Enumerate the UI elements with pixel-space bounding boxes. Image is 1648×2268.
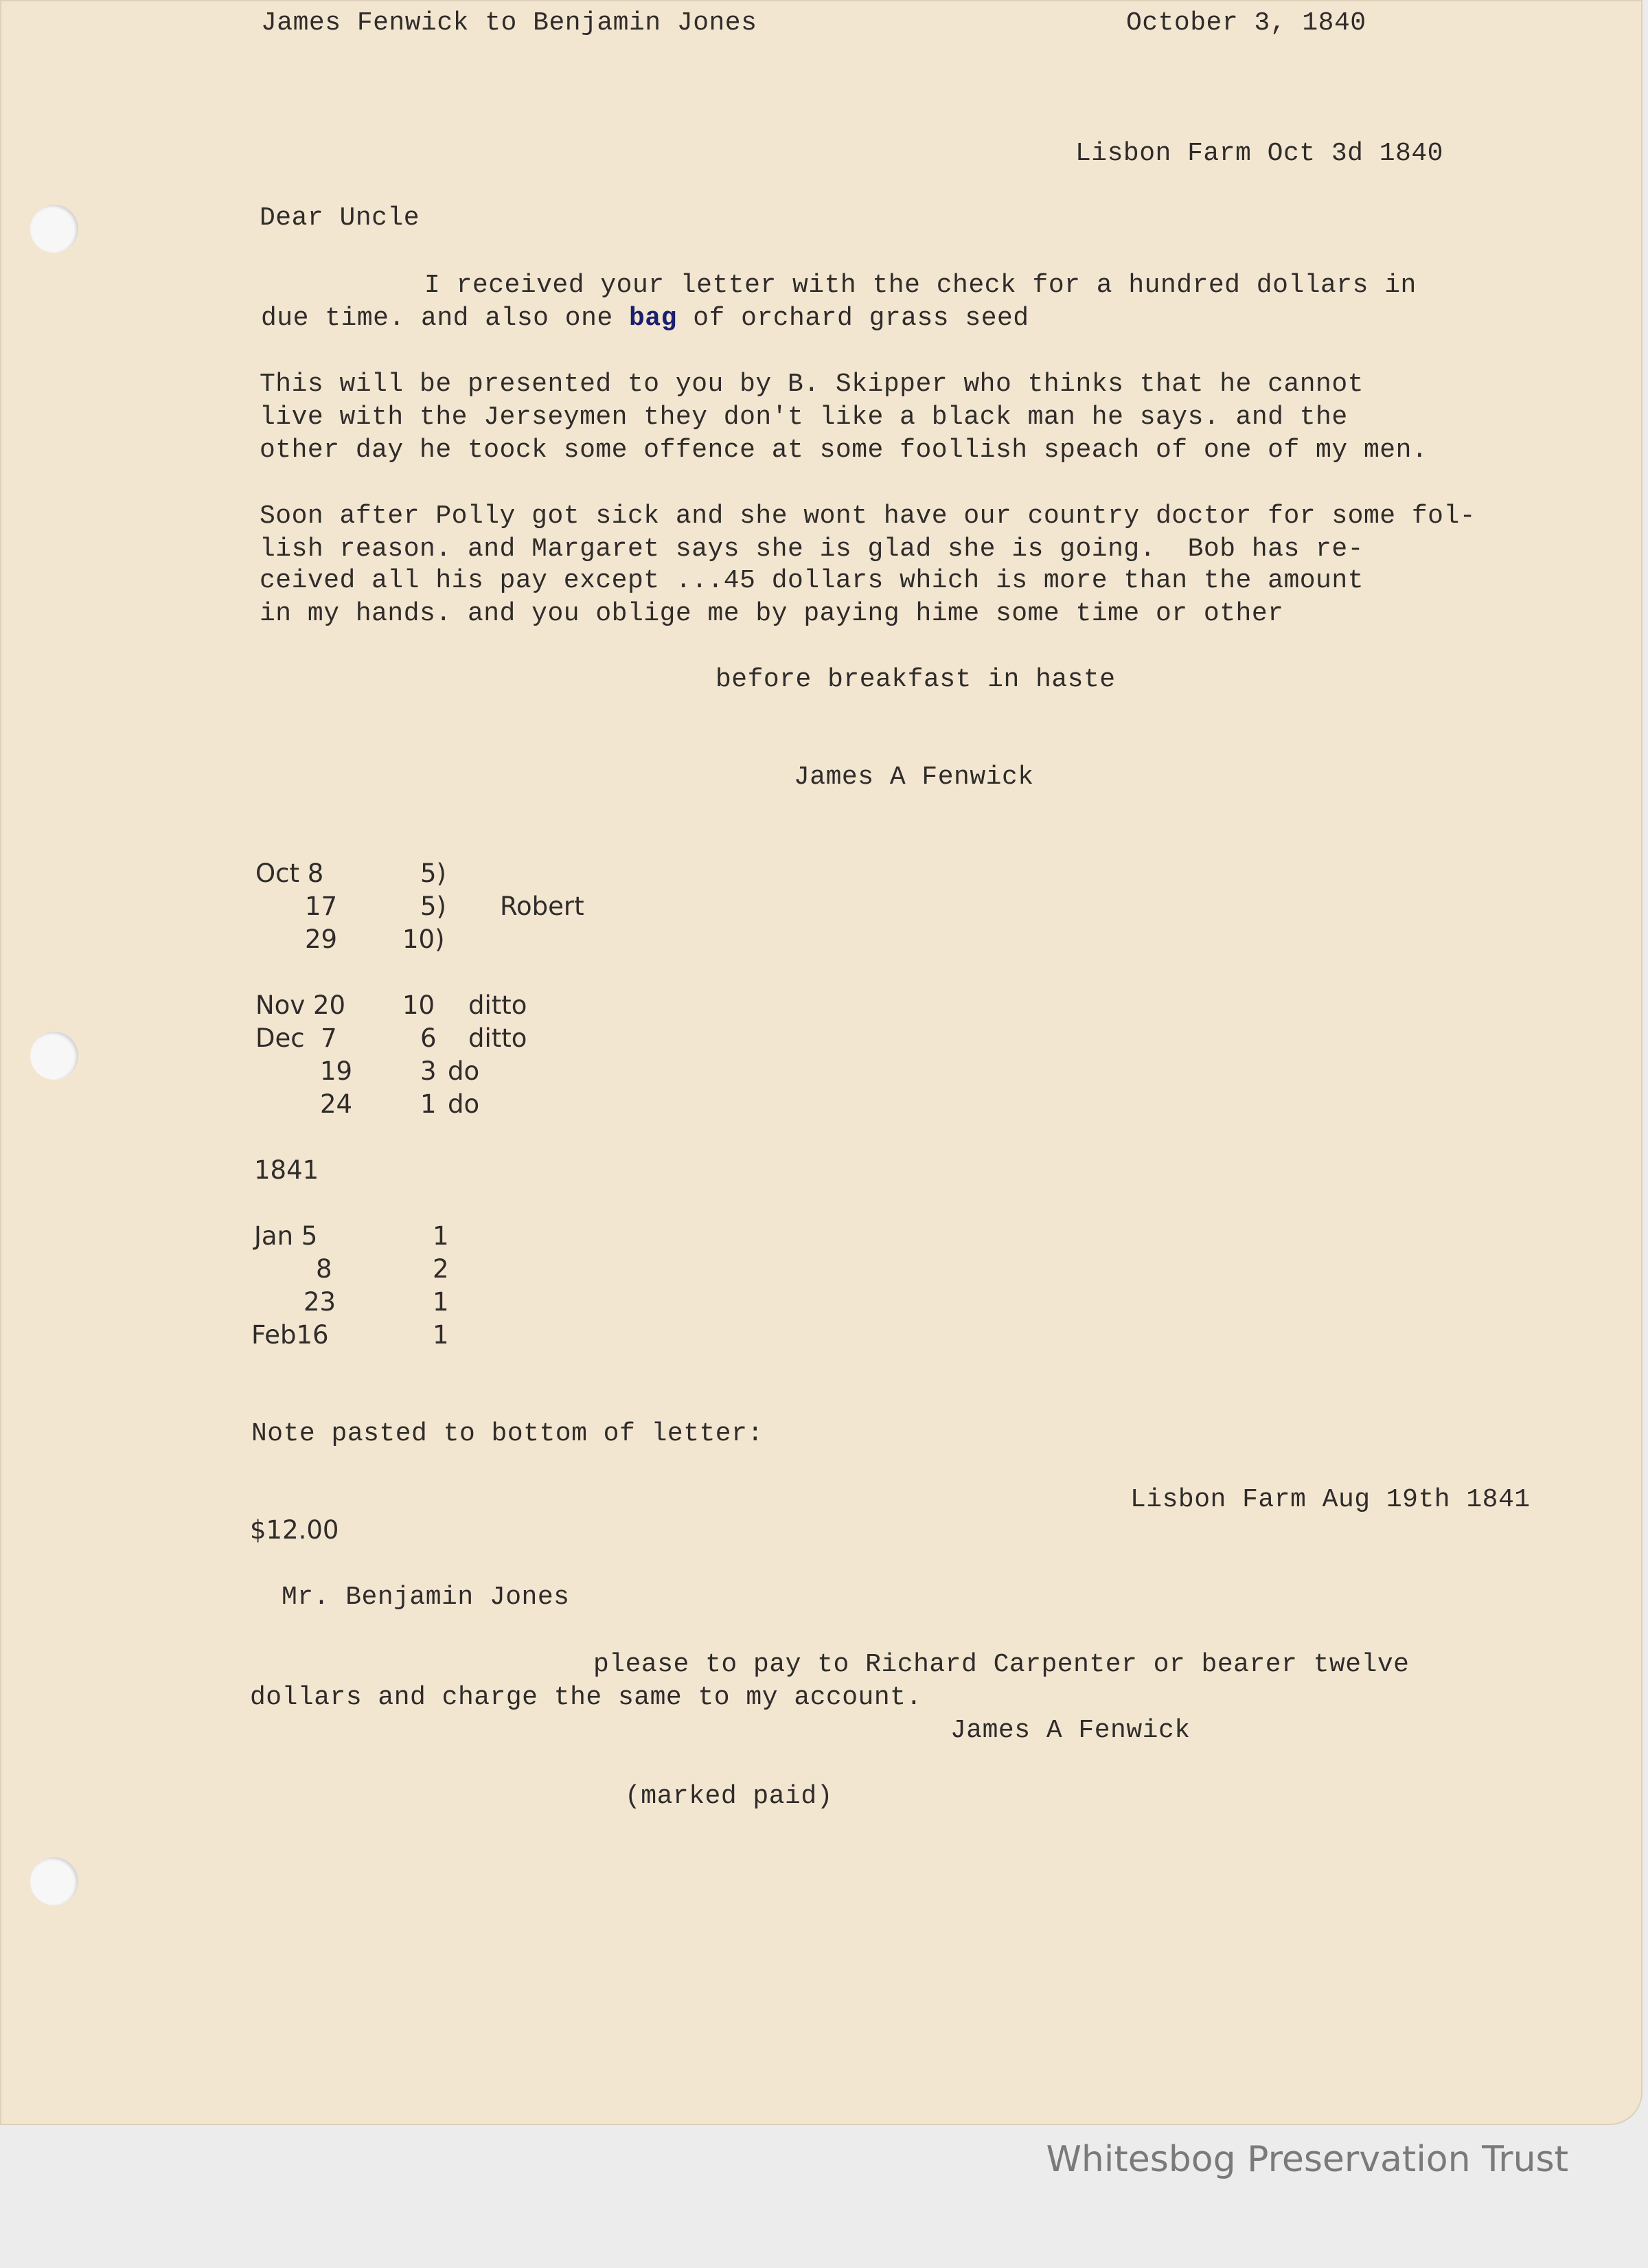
ledger-amount: 6 xyxy=(420,1023,437,1053)
ledger-note: ditto xyxy=(468,1023,527,1053)
ledger-row xyxy=(255,857,323,890)
punch-hole-bottom xyxy=(30,1857,78,1905)
paragraph-1-line-2 xyxy=(261,302,1029,335)
ledger-date: 23 xyxy=(304,1287,336,1317)
ledger-date: Feb16 xyxy=(251,1320,329,1350)
paragraph-3-line-4: in my hands. and you oblige me by paying hime some time or other xyxy=(260,599,1284,628)
note-line-2: dollars and charge the same to my account. xyxy=(250,1683,922,1712)
punch-hole-middle xyxy=(30,1032,78,1080)
paragraph-3-line-1: Soon after Polly got sick and she wont have our country doctor for some fol- xyxy=(260,501,1476,531)
ledger-amount: 1 xyxy=(433,1320,449,1350)
ledger-amount: 5) xyxy=(420,892,446,921)
paragraph-2-line-2: live with the Jerseymen they don't like a black man he says. and the xyxy=(260,402,1348,432)
ledger-amount: 10) xyxy=(402,925,445,954)
paragraph-3-line-2: lish reason. and Margaret says she is glad she is going. Bob has re- xyxy=(260,534,1364,564)
letter-signature: James A Fenwick xyxy=(794,762,1034,792)
ledger-date: 17 xyxy=(305,892,338,921)
paragraph-3-line-3: ceived all his pay except ...45 dollars which is more than the amount xyxy=(260,566,1364,596)
punch-hole-top xyxy=(30,205,78,253)
paragraph-1-text-b: of orchard grass seed xyxy=(676,304,1029,333)
ledger-amount: 1 xyxy=(433,1221,449,1251)
archive-credit: Whitesbog Preservation Trust xyxy=(1046,2139,1568,2180)
letter-closing: before breakfast in haste xyxy=(716,665,1116,694)
ledger-date: Jan 5 xyxy=(254,1221,318,1251)
note-place-date: Lisbon Farm Aug 19th 1841 xyxy=(1130,1485,1531,1515)
letter-salutation: Dear Uncle xyxy=(260,203,420,233)
note-heading: Note pasted to bottom of letter: xyxy=(251,1419,764,1449)
paragraph-1-line-1: I received your letter with the check for a hundred dollars in xyxy=(424,271,1417,300)
ledger-note: Robert xyxy=(500,892,584,921)
note-signature: James A Fenwick xyxy=(950,1716,1191,1745)
ledger-note: do xyxy=(448,1089,480,1119)
ledger-amount: 5) xyxy=(420,859,446,888)
ledger-amount: 3 xyxy=(420,1056,437,1086)
ledger-date: 24 xyxy=(320,1089,353,1119)
handwritten-correction: bag xyxy=(629,304,677,333)
ledger-note: ditto xyxy=(468,990,527,1020)
ledger-note: do xyxy=(448,1056,480,1086)
ledger-date: 29 xyxy=(305,925,338,954)
ledger-date: 19 xyxy=(320,1056,353,1086)
ledger-amount: 1 xyxy=(433,1287,449,1317)
ledger-year: 1841 xyxy=(254,1155,319,1185)
paragraph-2-line-1: This will be presented to you by B. Skipper who thinks that he cannot xyxy=(260,370,1364,399)
letter-place-date: Lisbon Farm Oct 3d 1840 xyxy=(1075,139,1443,168)
paragraph-1-text-a: due time. and also one xyxy=(261,304,629,333)
ledger-amount: 1 xyxy=(420,1089,437,1119)
ledger-amount: 2 xyxy=(433,1254,449,1284)
paragraph-2-line-3: other day he toock some offence at some foollish speach of one of my men. xyxy=(260,435,1428,465)
ledger-date: Oct 8 xyxy=(255,859,324,888)
document-title: James Fenwick to Benjamin Jones xyxy=(261,8,757,38)
note-addressee: Mr. Benjamin Jones xyxy=(282,1583,570,1612)
note-status: (marked paid) xyxy=(625,1782,833,1811)
document-date: October 3, 1840 xyxy=(1126,8,1366,38)
ledger-amount: 10 xyxy=(402,990,435,1020)
ledger-date: 8 xyxy=(316,1254,332,1284)
ledger-date: Dec 7 xyxy=(255,1023,337,1053)
note-line-1: please to pay to Richard Carpenter or bearer twelve xyxy=(593,1650,1410,1679)
note-amount: $12.00 xyxy=(250,1515,339,1545)
ledger-date: Nov 20 xyxy=(255,990,346,1020)
